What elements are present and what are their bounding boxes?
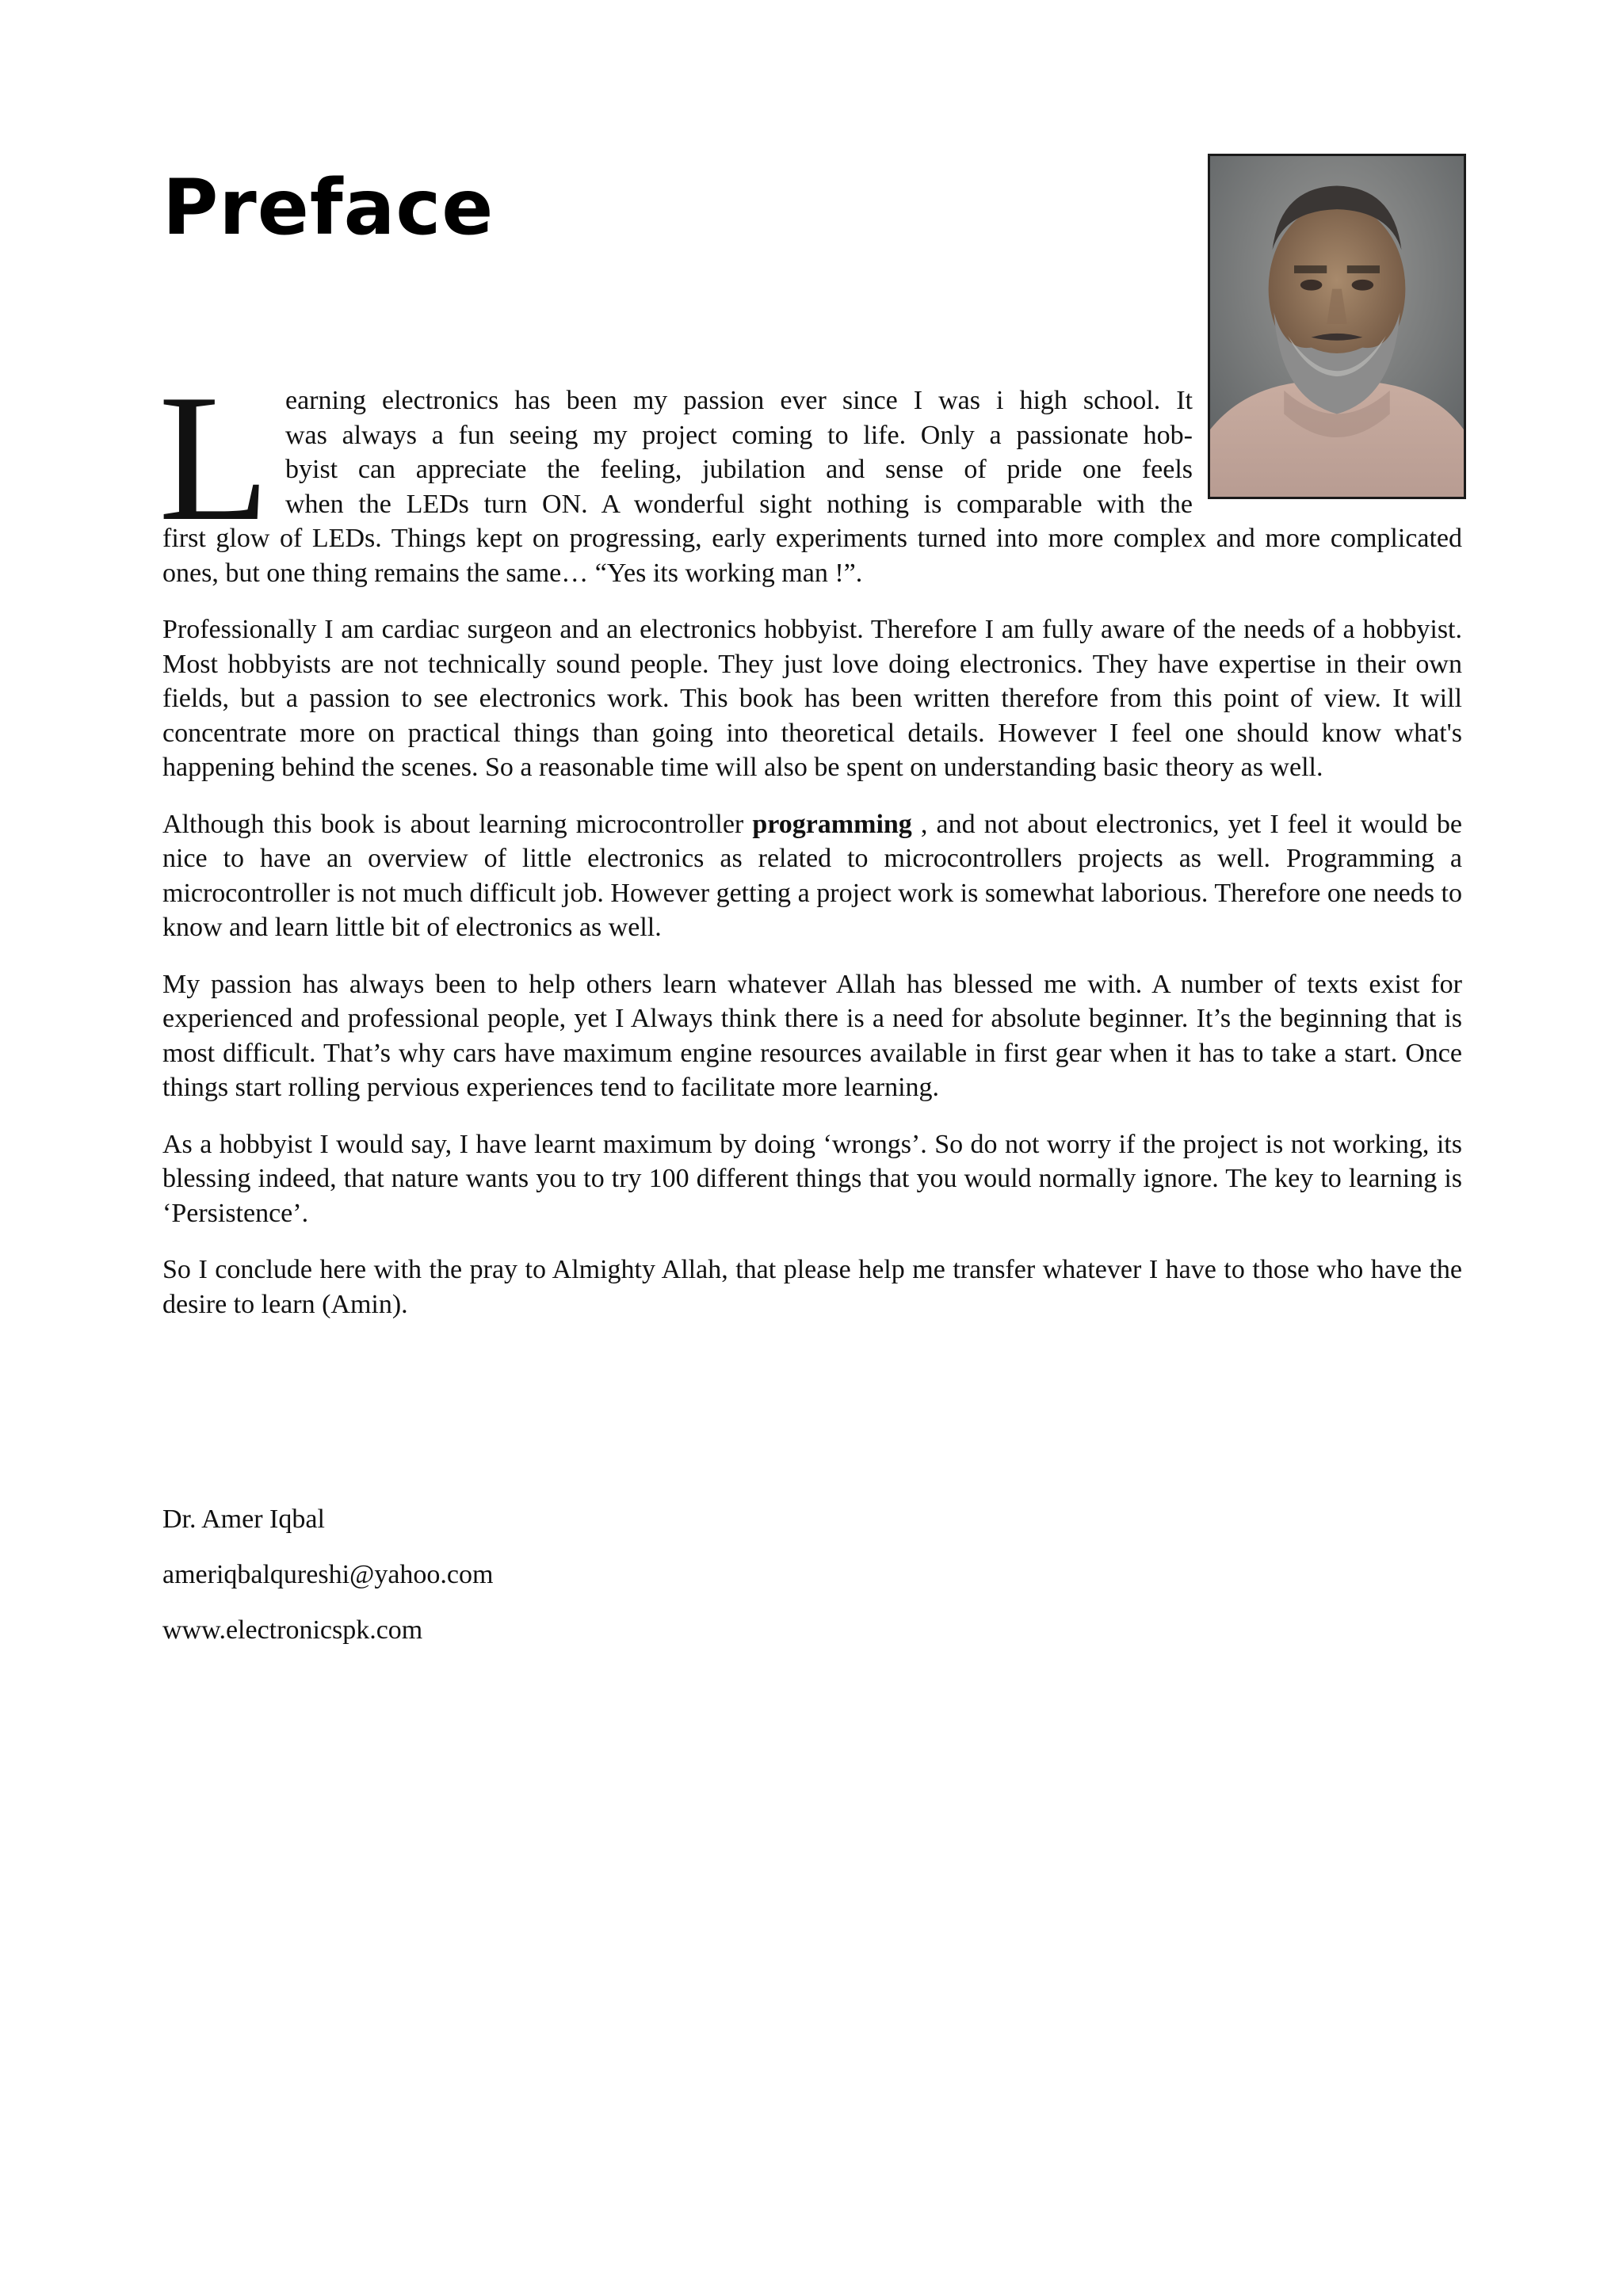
paragraph-passion: My passion has always been to help others learn whatever Allah has blessed me with. A number of texts exist for experienced and professional people, yet I Always think there is a need for absolute beginner. It’s the beginning that is most difficult. That’s why cars have maximum engine resources available in first gear when it has to take a start. Once things start rolling pervious experiences tend to facilitate more learning. (162, 969, 1462, 1102)
paragraph-intro (158, 357, 1462, 590)
intro-line: earning electronics has been my passion ever since I was i high school. It (285, 386, 1193, 415)
paragraph-persistence: As a hobbyist I would say, I have learnt maximum by doing ‘wrongs’. So do not worry if the project is not working, its blessing indeed, that nature wants you to try 100 different things that you would normally ignore. The key to learning is ‘Persistence’. (162, 1129, 1462, 1228)
intro-line: was always a fun seeing my project coming to life. Only a passionate hob- (285, 420, 1193, 450)
paragraph-profession: Professionally I am cardiac surgeon and an electronics hobbyist. Therefore I am fully aware of the needs of a hobbyist. Most hobbyists are not technically sound people. They just love doing electronics. They have expertise in their own fields, but a passion to see electronics work. This book has been written therefore from this point of view. It will concentrate more on practical things than going into theoretical details. However I feel one should know what's happening behind the scenes. So a reasonable time will also be spent on understanding basic theory as well. (162, 615, 1462, 782)
paragraph-programming-after: , and not about electronics, yet I feel it would be nice to have an overview of little electronics as related to microcontrollers projects as well. Programming a microcontroller is not much difficult job. However getting a project work is somewhat laborious. Therefore one needs to know and learn little bit of electronics as well. (162, 809, 1462, 942)
intro-rest: first glow of LEDs. Things kept on progressing, early experiments turned into more complex and more complicated ones, but one thing remains the same… “Yes its working man !”. (162, 524, 1462, 588)
paragraph-conclusion: So I conclude here with the pray to Almighty Allah, that please help me transfer whatever I have to those who have the desire to learn (Amin). (162, 1255, 1462, 1319)
body-text (158, 357, 1462, 1344)
author-name: Dr. Amer Iqbal (162, 1505, 325, 1534)
paragraph-programming (162, 807, 1462, 945)
paragraph-programming-before: Although this book is about learning microcontroller (162, 809, 753, 839)
drop-cap: L (158, 357, 270, 559)
author-website: www.electronicspk.com (162, 1615, 423, 1645)
author-email: ameriqbalqureshi@yahoo.com (162, 1560, 494, 1589)
page-title: Preface (162, 163, 495, 252)
intro-line: byist can appreciate the feeling, jubilation and sense of pride one feels (285, 455, 1193, 484)
intro-line: when the LEDs turn ON. A wonderful sight nothing is comparable with the (285, 489, 1193, 519)
bold-term: programming (752, 809, 912, 839)
